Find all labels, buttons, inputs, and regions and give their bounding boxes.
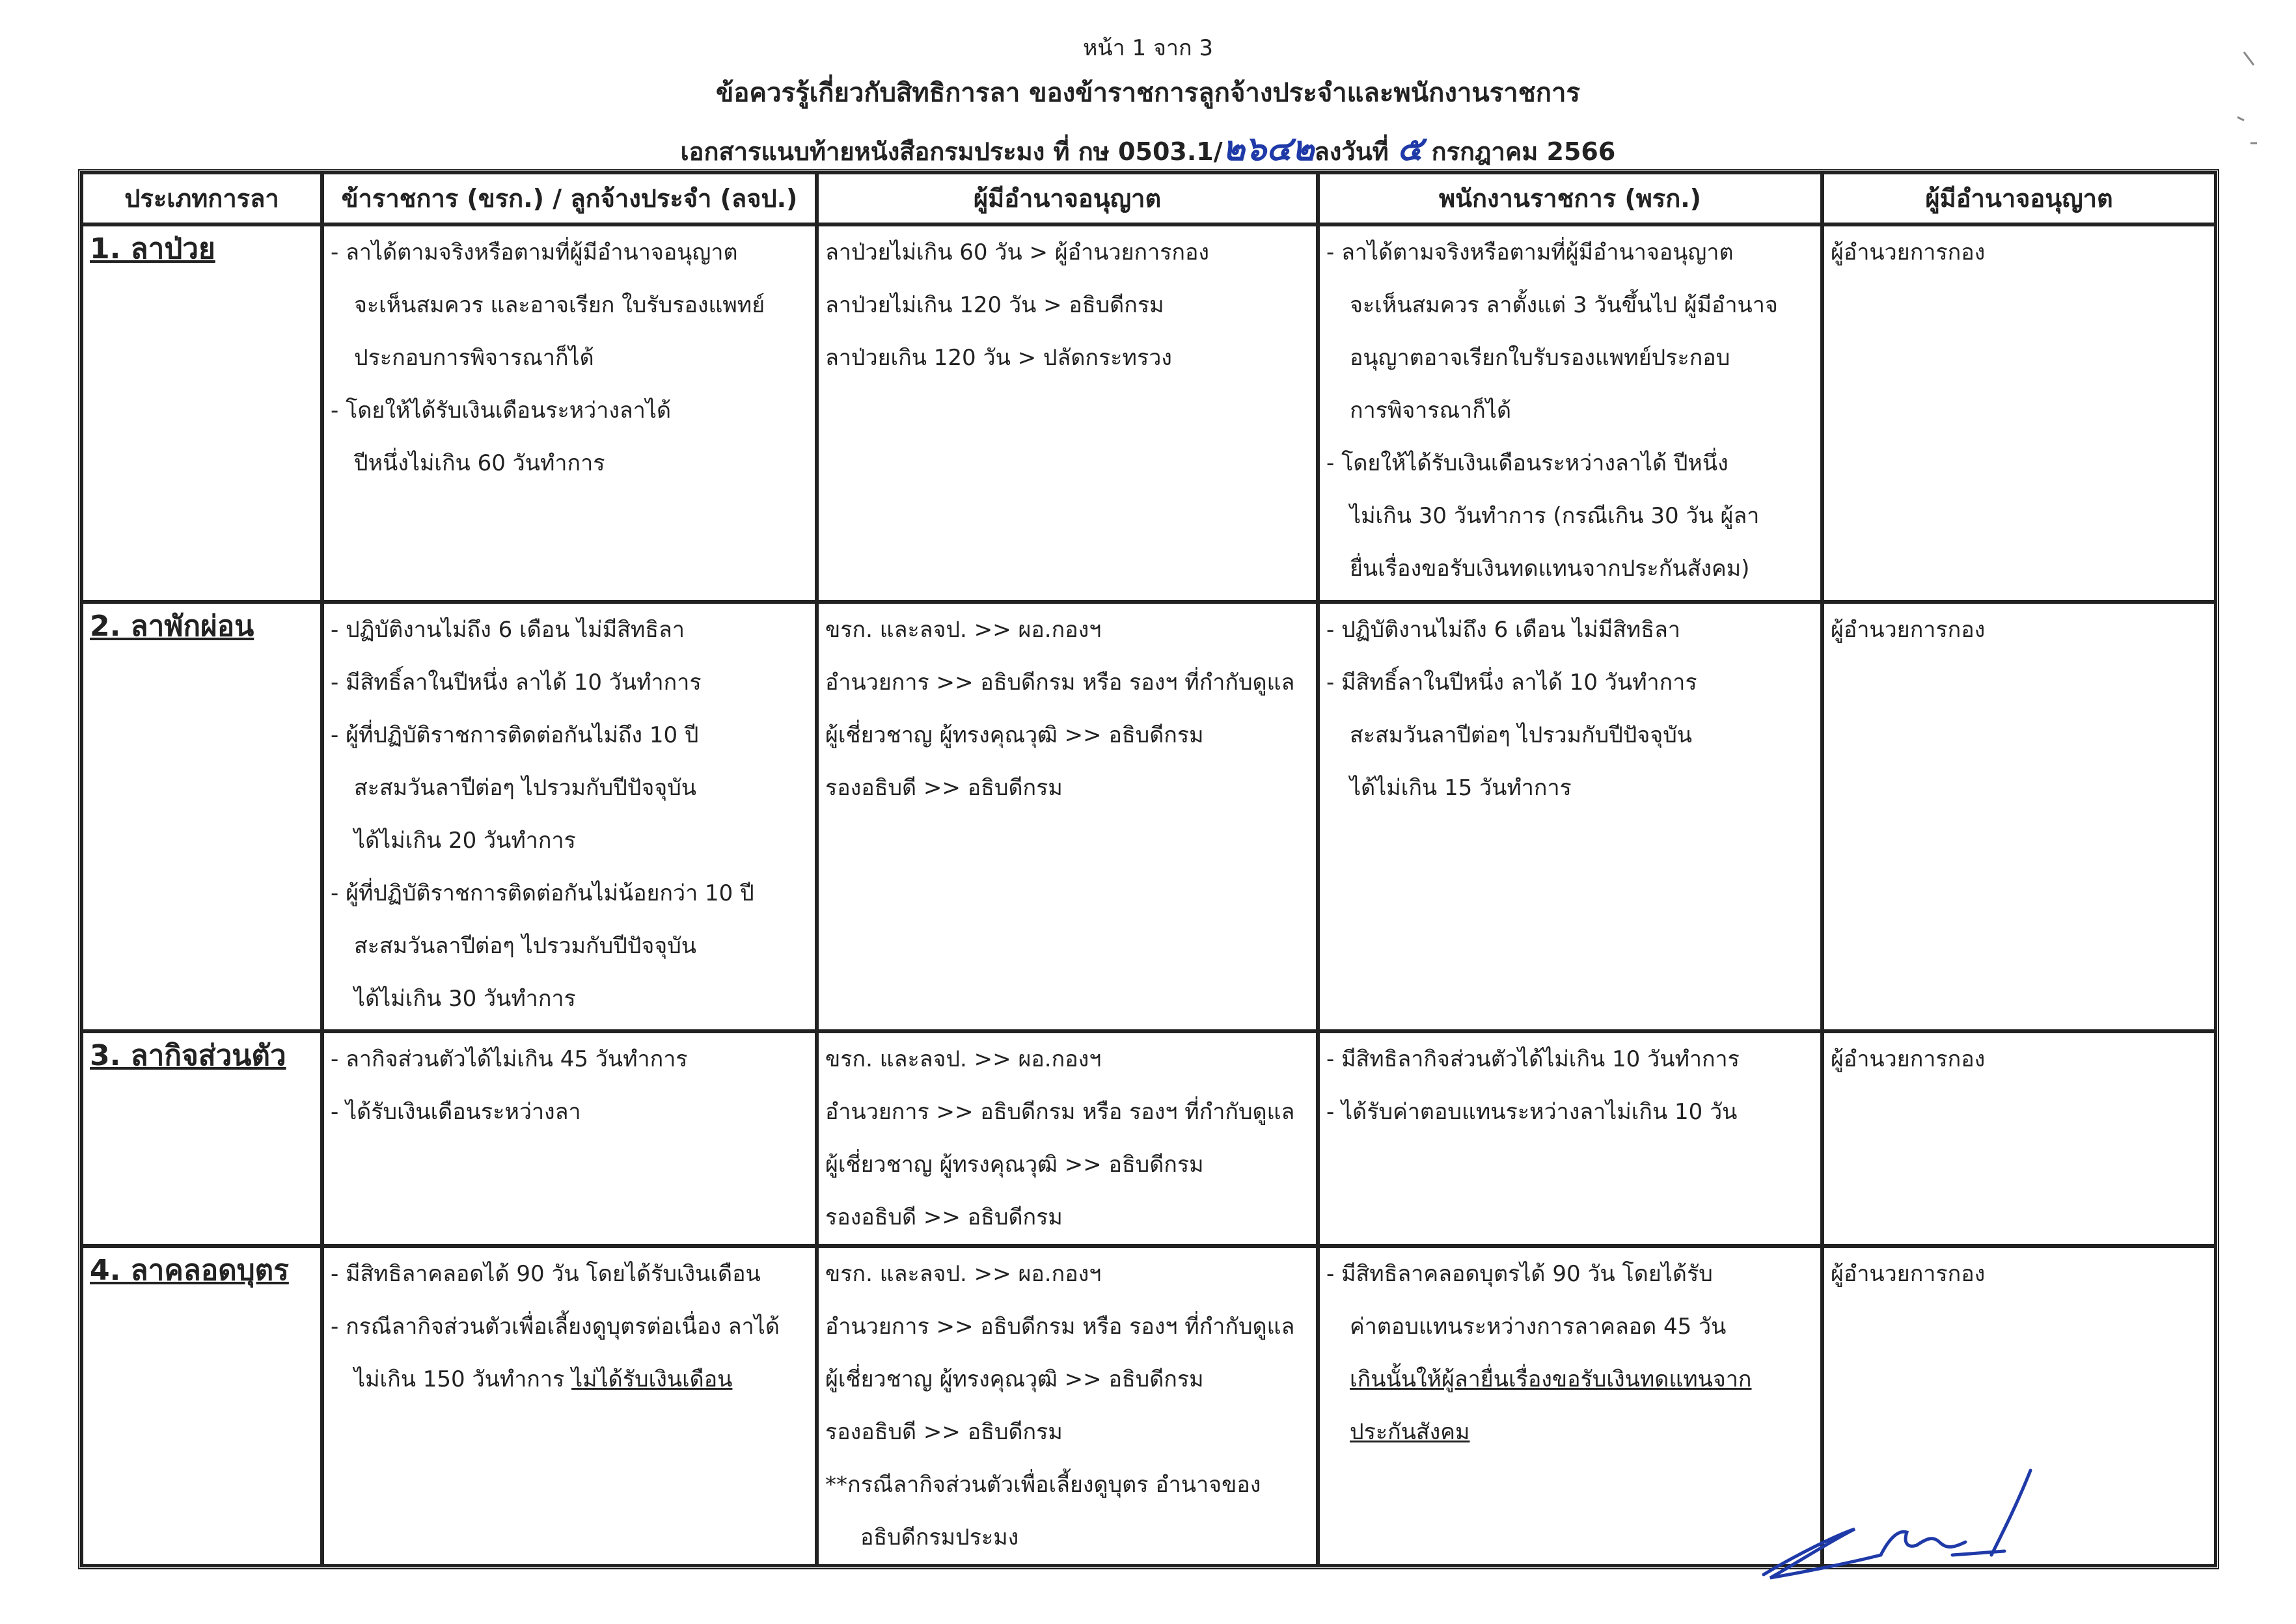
authority-line: อำนวยการ >> อธิบดีกรม หรือ รองฯ ที่กำกับดูแล [825,670,1295,696]
government-rights-line: อนุญาตอาจเรียกใบรับรองแพทย์ประกอบ [1350,345,1730,371]
authority-line: รองอธิบดี >> อธิบดีกรม [825,1204,1063,1230]
authority-line: ผู้อำนวยการกอง [1831,239,1986,265]
no-salary-note: ไม่ได้รับเงินเดือน [571,1366,733,1392]
leave-type-cell [81,1246,322,1566]
column-header-civil-servant: ข้าราชการ (ขรก.) / ลูกจ้างประจำ (ลจป.) [322,172,817,224]
authority-line: รองอธิบดี >> อธิบดีกรม [825,1419,1063,1445]
page-number: หน้า 1 จาก 3 [1082,35,1214,61]
government-rights-line: - มีสิทธิลาคลอดบุตรได้ 90 วัน โดยได้รับ [1326,1261,1713,1287]
civil-rights-line: สะสมวันลาปีต่อๆ ไปรวมกับปีปัจจุบัน [354,933,697,959]
subtitle-prefix: เอกสารแนบท้ายหนังสือกรมประมง ที่ กษ 0503.1/ [680,137,1223,166]
authority-line: ผู้เชี่ยวชาญ ผู้ทรงคุณวุฒิ >> อธิบดีกรม [825,1152,1204,1178]
authority-line: ขรก. และลจป. >> ผอ.กองฯ [825,617,1102,643]
civil-rights-line: - ปฏิบัติงานไม่ถึง 6 เดือน ไม่มีสิทธิลา [331,617,685,643]
leave-rights-table [78,169,2219,1569]
government-rights-line: ยื่นเรื่องขอรับเงินทดแทนจากประกันสังคม) [1350,556,1750,582]
handwritten-day: ๕ [1397,129,1423,169]
government-rights-line: จะเห็นสมควร ลาตั้งแต่ 3 วันขึ้นไป ผู้มีอำนาจ [1350,292,1778,318]
government-authority-cell [1822,602,2216,1031]
civil-rights-line: - ผู้ที่ปฏิบัติราชการติดต่อกันไม่น้อยกว่า 10 ปี [331,880,754,906]
authority-line: ผู้อำนวยการกอง [1831,617,1986,643]
civil-rights-cell [322,1031,817,1246]
civil-rights-line: ปีหนึ่งไม่เกิน 60 วันทำการ [354,450,605,476]
civil-authority-cell [817,602,1318,1031]
authority-line: ขรก. และลจป. >> ผอ.กองฯ [825,1261,1102,1287]
civil-rights-line: - มีสิทธิ์ลาในปีหนึ่ง ลาได้ 10 วันทำการ [331,670,702,696]
civil-rights-line: - ได้รับเงินเดือนระหว่างลา [331,1099,581,1125]
civil-rights-text: ไม่เกิน 150 วันทำการ [354,1366,565,1392]
civil-rights-line: ประกอบการพิจารณาก็ได้ [354,345,594,371]
government-rights-line: เกินนั้นให้ผู้ลายื่นเรื่องขอรับเงินทดแทนจาก [1350,1366,1752,1392]
column-header-civil-authority: ผู้มีอำนาจอนุญาต [817,172,1318,224]
civil-rights-line: ได้ไม่เกิน 20 วันทำการ [354,828,576,854]
authority-line: ขรก. และลจป. >> ผอ.กองฯ [825,1046,1102,1072]
authority-line: อำนวยการ >> อธิบดีกรม หรือ รองฯ ที่กำกับดูแล [825,1099,1295,1125]
civil-rights-line: - ลากิจส่วนตัวได้ไม่เกิน 45 วันทำการ [331,1046,688,1072]
authority-line: ผู้อำนวยการกอง [1831,1046,1986,1072]
civil-rights-line: - มีสิทธิลาคลอดได้ 90 วัน โดยได้รับเงินเดือน [331,1261,761,1287]
government-rights-line: การพิจารณาก็ได้ [1350,398,1512,424]
civil-rights-cell [322,602,817,1031]
authority-line: ลาป่วยไม่เกิน 120 วัน > อธิบดีกรม [825,292,1164,318]
civil-rights-cell [322,1246,817,1566]
government-rights-line: ค่าตอบแทนระหว่างการลาคลอด 45 วัน [1350,1314,1727,1340]
government-rights-line: - ได้รับค่าตอบแทนระหว่างลาไม่เกิน 10 วัน [1326,1099,1738,1125]
civil-rights-line: - ผู้ที่ปฏิบัติราชการติดต่อกันไม่ถึง 10 ปี [331,722,699,748]
authority-line: ผู้เชี่ยวชาญ ผู้ทรงคุณวุฒิ >> อธิบดีกรม [825,1366,1204,1392]
government-rights-cell [1318,602,1822,1031]
authority-line: ผู้เชี่ยวชาญ ผู้ทรงคุณวุฒิ >> อธิบดีกรม [825,722,1204,748]
subtitle-middle: ลงวันที่ [1314,137,1389,166]
leave-type-cell [81,1031,322,1246]
civil-authority-cell [817,224,1318,602]
table-row-sick-leave [81,224,2216,602]
civil-rights-cell [322,224,817,602]
authority-line: **กรณีลากิจส่วนตัวเพื่อเลี้ยงดูบุตร อำนาจของ [825,1472,1261,1498]
civil-rights-line [331,1353,808,1406]
government-rights-line: ไม่เกิน 30 วันทำการ (กรณีเกิน 30 วัน ผู้ลา [1350,503,1760,529]
civil-authority-cell [817,1031,1318,1246]
government-authority-cell [1822,224,2216,602]
table-row-personal-leave [81,1031,2216,1246]
civil-rights-line: - กรณีลากิจส่วนตัวเพื่อเลี้ยงดูบุตรต่อเนื่อง ลาได้ [331,1314,780,1340]
civil-authority-cell [817,1246,1318,1566]
civil-rights-line: - โดยให้ได้รับเงินเดือนระหว่างลาได้ [331,398,672,424]
civil-rights-line: สะสมวันลาปีต่อๆ ไปรวมกับปีปัจจุบัน [354,775,697,801]
column-header-government-authority: ผู้มีอำนาจอนุญาต [1822,172,2216,224]
table-header-row [81,172,2216,224]
authority-line: ผู้อำนวยการกอง [1831,1261,1986,1287]
government-rights-cell [1318,224,1822,602]
column-header-government-employee: พนักงานราชการ (พรก.) [1318,172,1822,224]
leave-type-cell [81,602,322,1031]
leave-type-label: 1. ลาป่วย [90,232,215,265]
authority-line: อำนวยการ >> อธิบดีกรม หรือ รองฯ ที่กำกับดูแล [825,1314,1295,1340]
document-title: ข้อควรรู้เกี่ยวกับสิทธิการลา ของข้าราชการลูกจ้างประจำและพนักงานราชการ [716,78,1580,108]
leave-type-label: 3. ลากิจส่วนตัว [90,1039,286,1072]
civil-rights-line: - ลาได้ตามจริงหรือตามที่ผู้มีอำนาจอนุญาต [331,239,738,265]
scan-mark-icon [2218,39,2270,169]
government-rights-line: - ปฏิบัติงานไม่ถึง 6 เดือน ไม่มีสิทธิลา [1326,617,1680,643]
government-authority-cell [1822,1031,2216,1246]
government-rights-line: สะสมวันลาปีต่อๆ ไปรวมกับปีปัจจุบัน [1350,722,1693,748]
government-rights-line: ประกันสังคม [1350,1419,1470,1445]
signature-icon [1757,1457,2057,1588]
authority-line: ลาป่วยไม่เกิน 60 วัน > ผู้อำนวยการกอง [825,239,1210,265]
leave-type-label: 2. ลาพักผ่อน [90,610,254,643]
subtitle-suffix: กรกฎาคม 2566 [1431,137,1616,166]
government-rights-cell [1318,1246,1822,1566]
civil-rights-line: จะเห็นสมควร และอาจเรียก ใบรับรองแพทย์ [354,292,765,318]
government-rights-line: - ลาได้ตามจริงหรือตามที่ผู้มีอำนาจอนุญาต [1326,239,1734,265]
handwritten-document-number: ๒๖๔๒ [1222,129,1315,169]
civil-rights-line: ได้ไม่เกิน 30 วันทำการ [354,986,576,1012]
column-header-leave-type: ประเภทการลา [81,172,322,224]
document-subtitle [0,121,2296,175]
authority-line: ลาป่วยเกิน 120 วัน > ปลัดกระทรวง [825,345,1172,371]
government-rights-line: - มีสิทธิ์ลาในปีหนึ่ง ลาได้ 10 วันทำการ [1326,670,1697,696]
authority-line: อธิบดีกรมประมง [860,1524,1019,1550]
government-rights-line: ได้ไม่เกิน 15 วันทำการ [1350,775,1572,801]
table-row-vacation-leave [81,602,2216,1031]
government-rights-line: - โดยให้ได้รับเงินเดือนระหว่างลาได้ ปีหนึ่ง [1326,450,1729,476]
leave-type-cell [81,224,322,602]
authority-line: รองอธิบดี >> อธิบดีกรม [825,775,1063,801]
government-rights-cell [1318,1031,1822,1246]
leave-type-label: 4. ลาคลอดบุตร [90,1254,289,1287]
government-rights-line: - มีสิทธิลากิจส่วนตัวได้ไม่เกิน 10 วันทำการ [1326,1046,1740,1072]
